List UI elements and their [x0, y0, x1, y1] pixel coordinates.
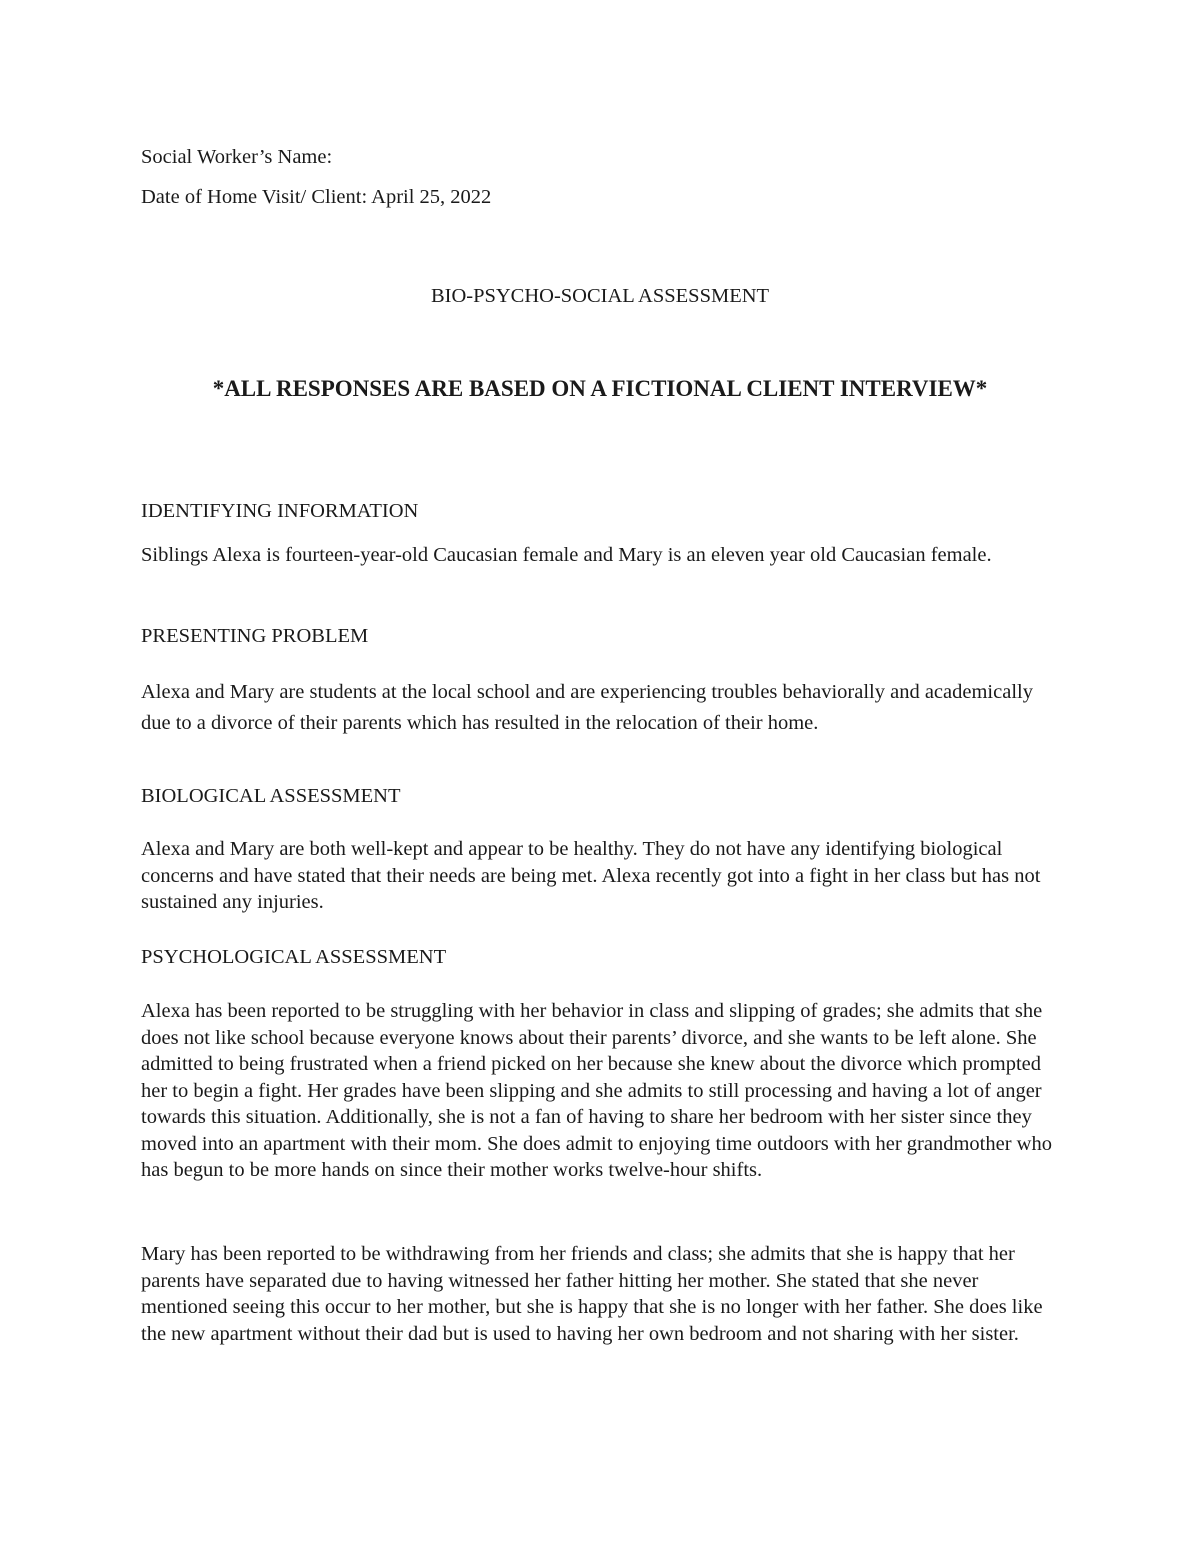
identifying-information-heading: IDENTIFYING INFORMATION	[141, 500, 419, 522]
presenting-problem-text: Alexa and Mary are students at the local school and are experiencing troubles behaviorally and academically due to a divorce of their parents which has resulted in the relocation of their home.	[141, 681, 1033, 734]
assessment-title: BIO-PSYCHO-SOCIAL ASSESSMENT	[430, 285, 770, 307]
presenting-problem-heading: PRESENTING PROBLEM	[141, 625, 369, 647]
psychological-assessment-heading: PSYCHOLOGICAL ASSESSMENT	[141, 946, 447, 968]
fictional-disclaimer: *ALL RESPONSES ARE BASED ON A FICTIONAL CLIENT INTERVIEW*	[212, 376, 988, 401]
psychological-mary-text: Mary has been reported to be withdrawing from her friends and class; she admits that she is happy that her parents have separated due to having witnessed her father hitting her mother. She stated that she never mentioned seeing this occur to her mother, but she is happy that she is no longer with her father. She does like the new apartment without their dad but is used to having her own bedroom and not sharing with her sister.	[141, 1243, 1043, 1345]
identifying-information-text: Siblings Alexa is fourteen-year-old Caucasian female and Mary is an eleven year old Caucasian female.	[141, 544, 992, 566]
visit-date-line: Date of Home Visit/ Client: April 25, 2022	[141, 186, 492, 208]
psychological-alexa-text: Alexa has been reported to be struggling with her behavior in class and slipping of grades; she admits that she does not like school because everyone knows about their parents’ divorce, and she wants to be left alone. She admitted to being frustrated when a friend picked on her because she knew about the divorce which prompted her to begin a fight. Her grades have been slipping and she admits to still processing and having a lot of anger towards this situation. Additionally, she is not a fan of having to share her bedroom with her sister since they moved into an apartment with their mom. She does admit to enjoying time outdoors with her grandmother who has begun to be more hands on since their mother works twelve-hour shifts.	[141, 1000, 1052, 1181]
biological-assessment-text: Alexa and Mary are both well-kept and appear to be healthy. They do not have any identifying biological concerns and have stated that their needs are being met. Alexa recently got into a fight in her class but has not sustained any injuries.	[141, 838, 1041, 913]
biological-assessment-heading: BIOLOGICAL ASSESSMENT	[141, 785, 401, 807]
social-worker-name-label: Social Worker’s Name:	[141, 146, 333, 168]
